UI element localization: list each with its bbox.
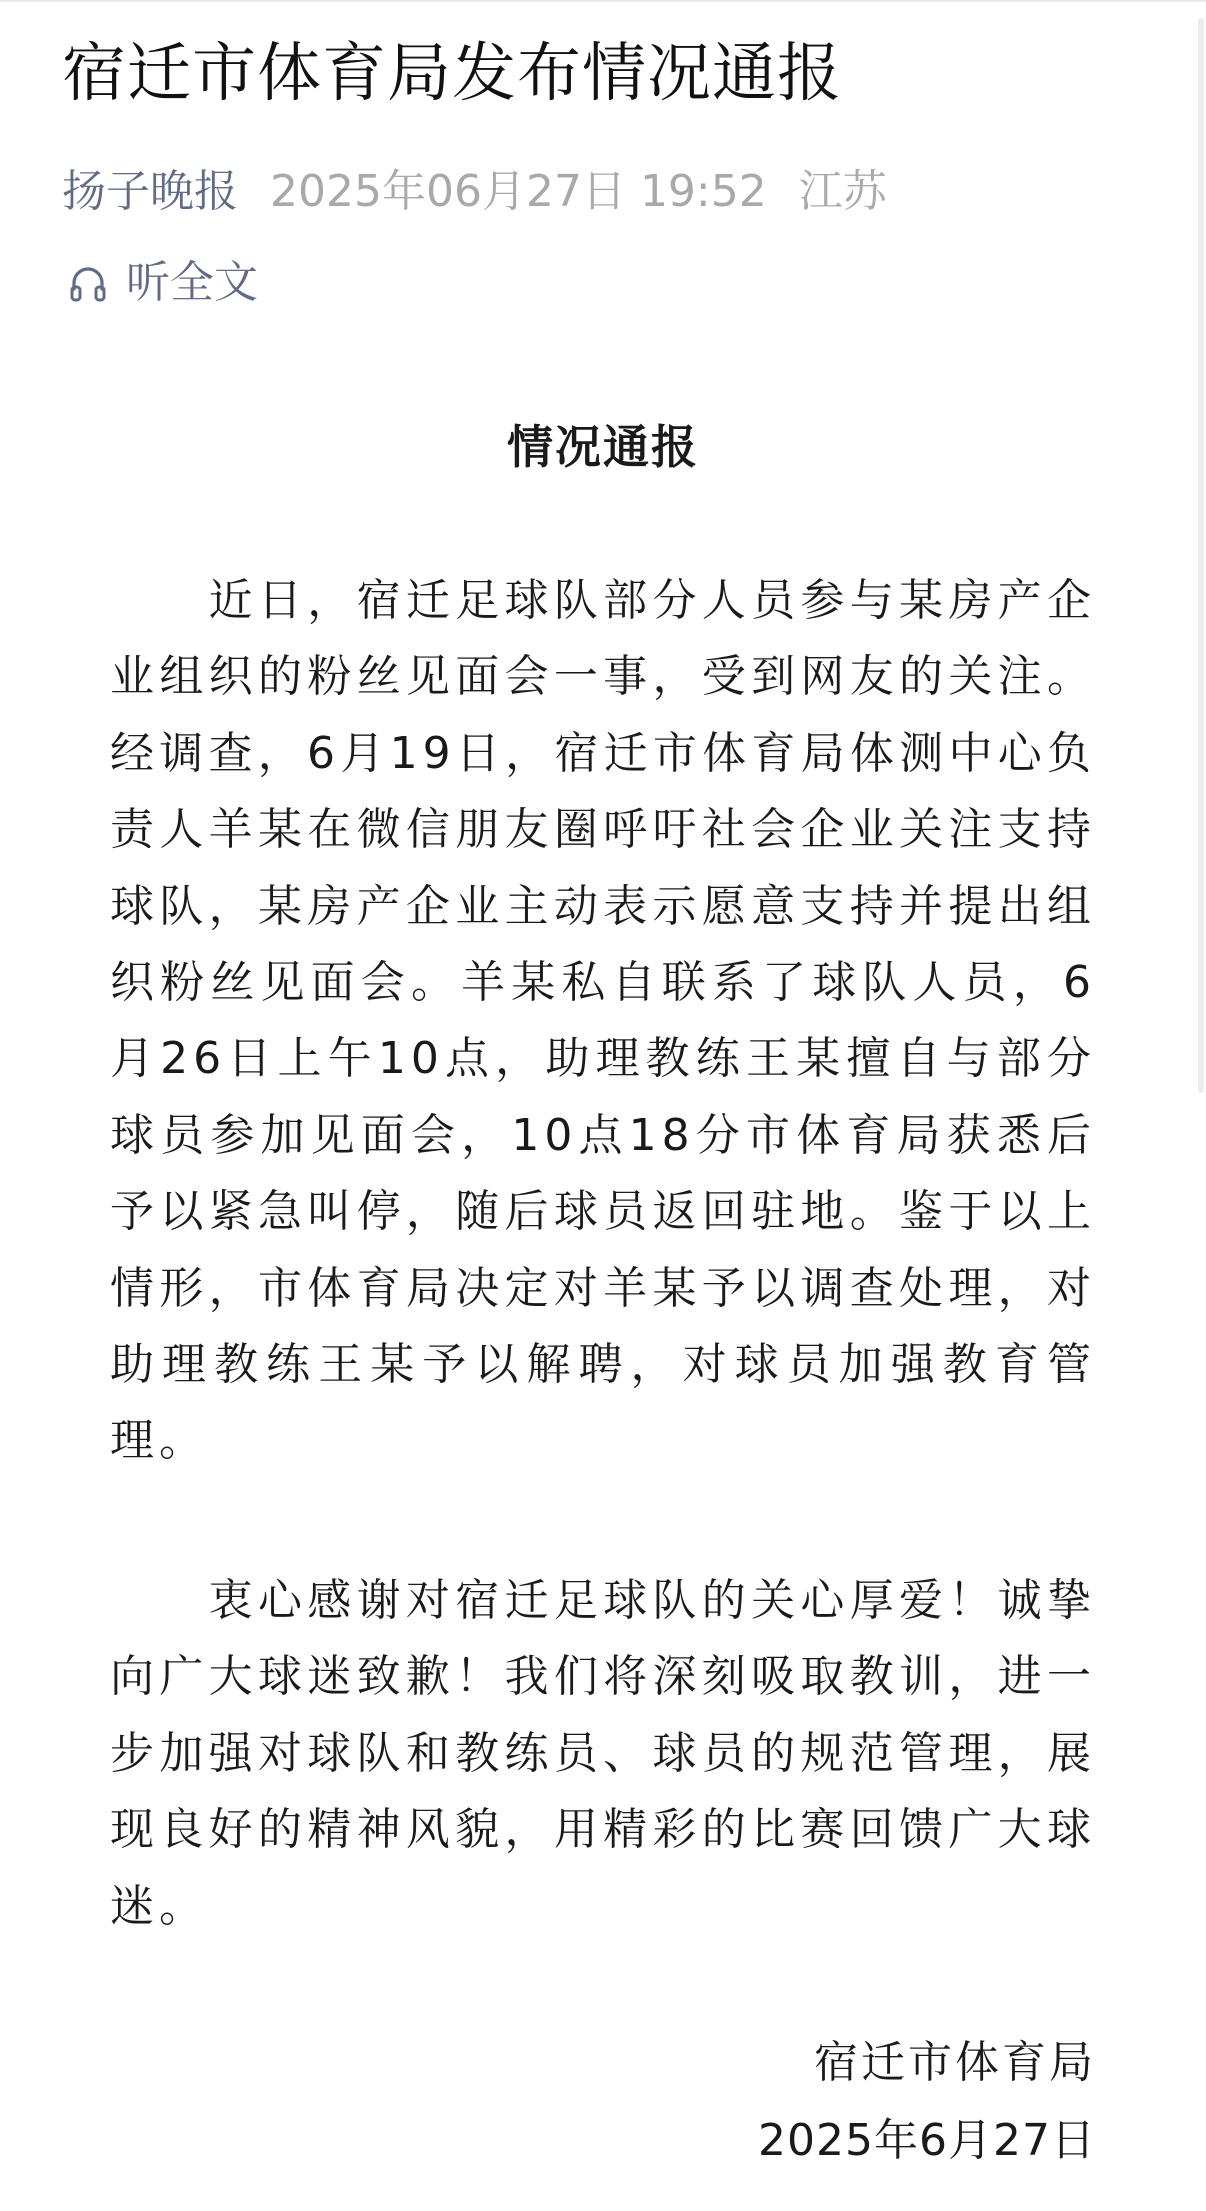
notice-heading: 情况通报 <box>507 420 699 474</box>
article-title: 宿迁市体育局发布情况通报 <box>62 37 842 111</box>
signature-organization: 宿迁市体育局 <box>814 2037 1096 2088</box>
article-meta <box>62 162 887 222</box>
headphones-icon <box>66 261 110 305</box>
source-link[interactable]: 扬子晚报 <box>62 166 238 217</box>
location-label: 江苏 <box>798 166 887 217</box>
publish-time: 2025年06月27日 19:52 <box>270 166 767 217</box>
listen-button[interactable] <box>66 252 258 314</box>
top-divider <box>0 0 1206 2</box>
scrollbar[interactable] <box>1198 18 1204 1093</box>
signature-date: 2025年6月27日 <box>758 2115 1096 2166</box>
notice-paragraph-1: 近日，宿迁足球队部分人员参与某房产企业组织的粉丝见面会一事，受到网友的关注。经调查，6月19日，宿迁市体育局体测中心负责人羊某在微信朋友圈呼吁社会企业关注支持球队，某房产企业主动表示愿意支持并提出组织粉丝见面会。羊某私自联系了球队人员，6月26日上午10点，助理教练王某擅自与部分球员参加见面会，10点18分市体育局获悉后予以紧急叫停，随后球员返回驻地。鉴于以上情形，市体育局决定对羊某予以调查处理，对助理教练王某予以解聘，对球员加强教育管理。 <box>110 575 1096 1467</box>
notice-paragraph-2: 衷心感谢对宿迁足球队的关心厚爱！诚挚向广大球迷致歉！我们将深刻吸取教训，进一步加强对球队和教练员、球员的规范管理，展现良好的精神风貌，用精彩的比赛回馈广大球迷。 <box>110 1575 1096 1932</box>
listen-label: 听全文 <box>126 257 258 308</box>
